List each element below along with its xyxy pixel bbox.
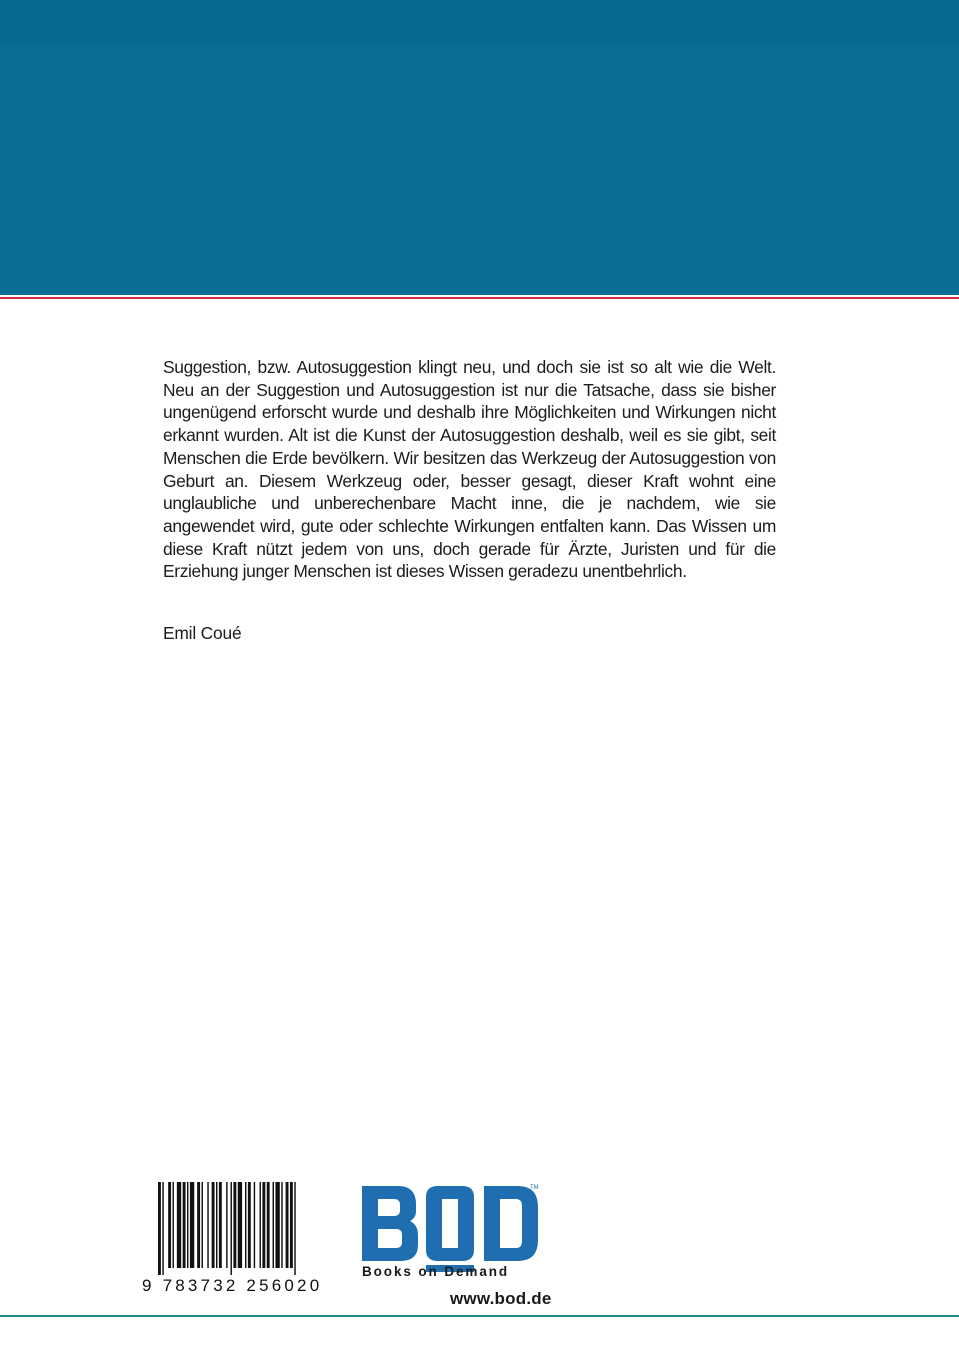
barcode-bar	[262, 1182, 265, 1268]
cover-color-band	[0, 0, 959, 295]
barcode-bar	[294, 1182, 295, 1275]
barcode-bar	[233, 1182, 236, 1268]
bod-logo-letter-d	[484, 1186, 538, 1261]
barcode-bar	[190, 1182, 194, 1268]
back-cover-blurb: Suggestion, bzw. Autosuggestion klingt neu, und doch sie ist so alt wie die Welt. Neu an der Suggestion und Autosuggestion ist nur die Tatsache, dass sie bisher ungenügend erforscht wurde und deshalb ihre Möglichkeiten und Wirkungen nicht erkannt wurden. Alt ist die Kunst der Autosuggestion deshalb, weil es sie gibt, seit Menschen die Erde bevölkern. Wir besitzen das Werkzeug der Autosuggestion von Geburt an. Diesem Werkzeug oder, besser gesagt, dieser Kraft wohnt eine unglaubliche und unberechenbare Macht inne, die je nachdem, wie sie angewendet wird, gute oder schlechte Wirkungen entfalten kann. Das Wissen um diese Kraft nützt jedem von uns, doch gerade für Ärzte, Juristen und für die Erziehung junger Menschen ist dieses Wissen geradezu unentbehrlich.	[163, 357, 776, 582]
isbn-barcode	[140, 1180, 330, 1295]
barcode-bar	[231, 1182, 232, 1275]
barcode-bar	[177, 1182, 181, 1268]
barcode-icon	[140, 1180, 330, 1295]
barcode-bar	[286, 1182, 289, 1268]
barcode-bar	[168, 1182, 171, 1268]
bod-logo-letter-b	[362, 1186, 418, 1261]
barcode-bar	[238, 1182, 242, 1268]
isbn-digits: 9 783732 256020	[142, 1276, 323, 1295]
barcode-bar	[275, 1182, 279, 1268]
cover-band-top-edge	[0, 0, 959, 44]
barcode-bar	[219, 1182, 222, 1268]
trademark-symbol: TM	[530, 1185, 539, 1191]
barcode-bar	[290, 1182, 293, 1268]
barcode-bar	[245, 1182, 246, 1268]
barcode-bar	[183, 1182, 186, 1268]
barcode-bar	[254, 1182, 255, 1268]
author-name: Emil Coué	[163, 623, 242, 643]
publisher-url[interactable]: www.bod.de	[450, 1289, 552, 1308]
barcode-bar	[273, 1182, 274, 1268]
barcode-bar	[162, 1182, 163, 1275]
barcode-bar	[226, 1182, 227, 1268]
barcode-bar	[173, 1182, 174, 1268]
barcode-bar	[281, 1182, 282, 1268]
publisher-tagline: Books on Demand	[362, 1264, 510, 1279]
barcode-bar	[216, 1182, 217, 1268]
barcode-bar	[207, 1182, 208, 1268]
barcode-bar	[212, 1182, 215, 1268]
bottom-divider-rule	[0, 1315, 959, 1317]
barcode-bar	[187, 1182, 188, 1268]
barcode-bar	[248, 1182, 251, 1268]
barcode-bar	[260, 1182, 261, 1268]
barcode-bar	[267, 1182, 270, 1268]
barcode-bar	[202, 1182, 203, 1268]
barcode-bar	[197, 1182, 200, 1268]
red-divider-rule	[0, 297, 959, 299]
bod-logo-letter-o	[426, 1186, 474, 1272]
barcode-bar	[158, 1182, 161, 1275]
